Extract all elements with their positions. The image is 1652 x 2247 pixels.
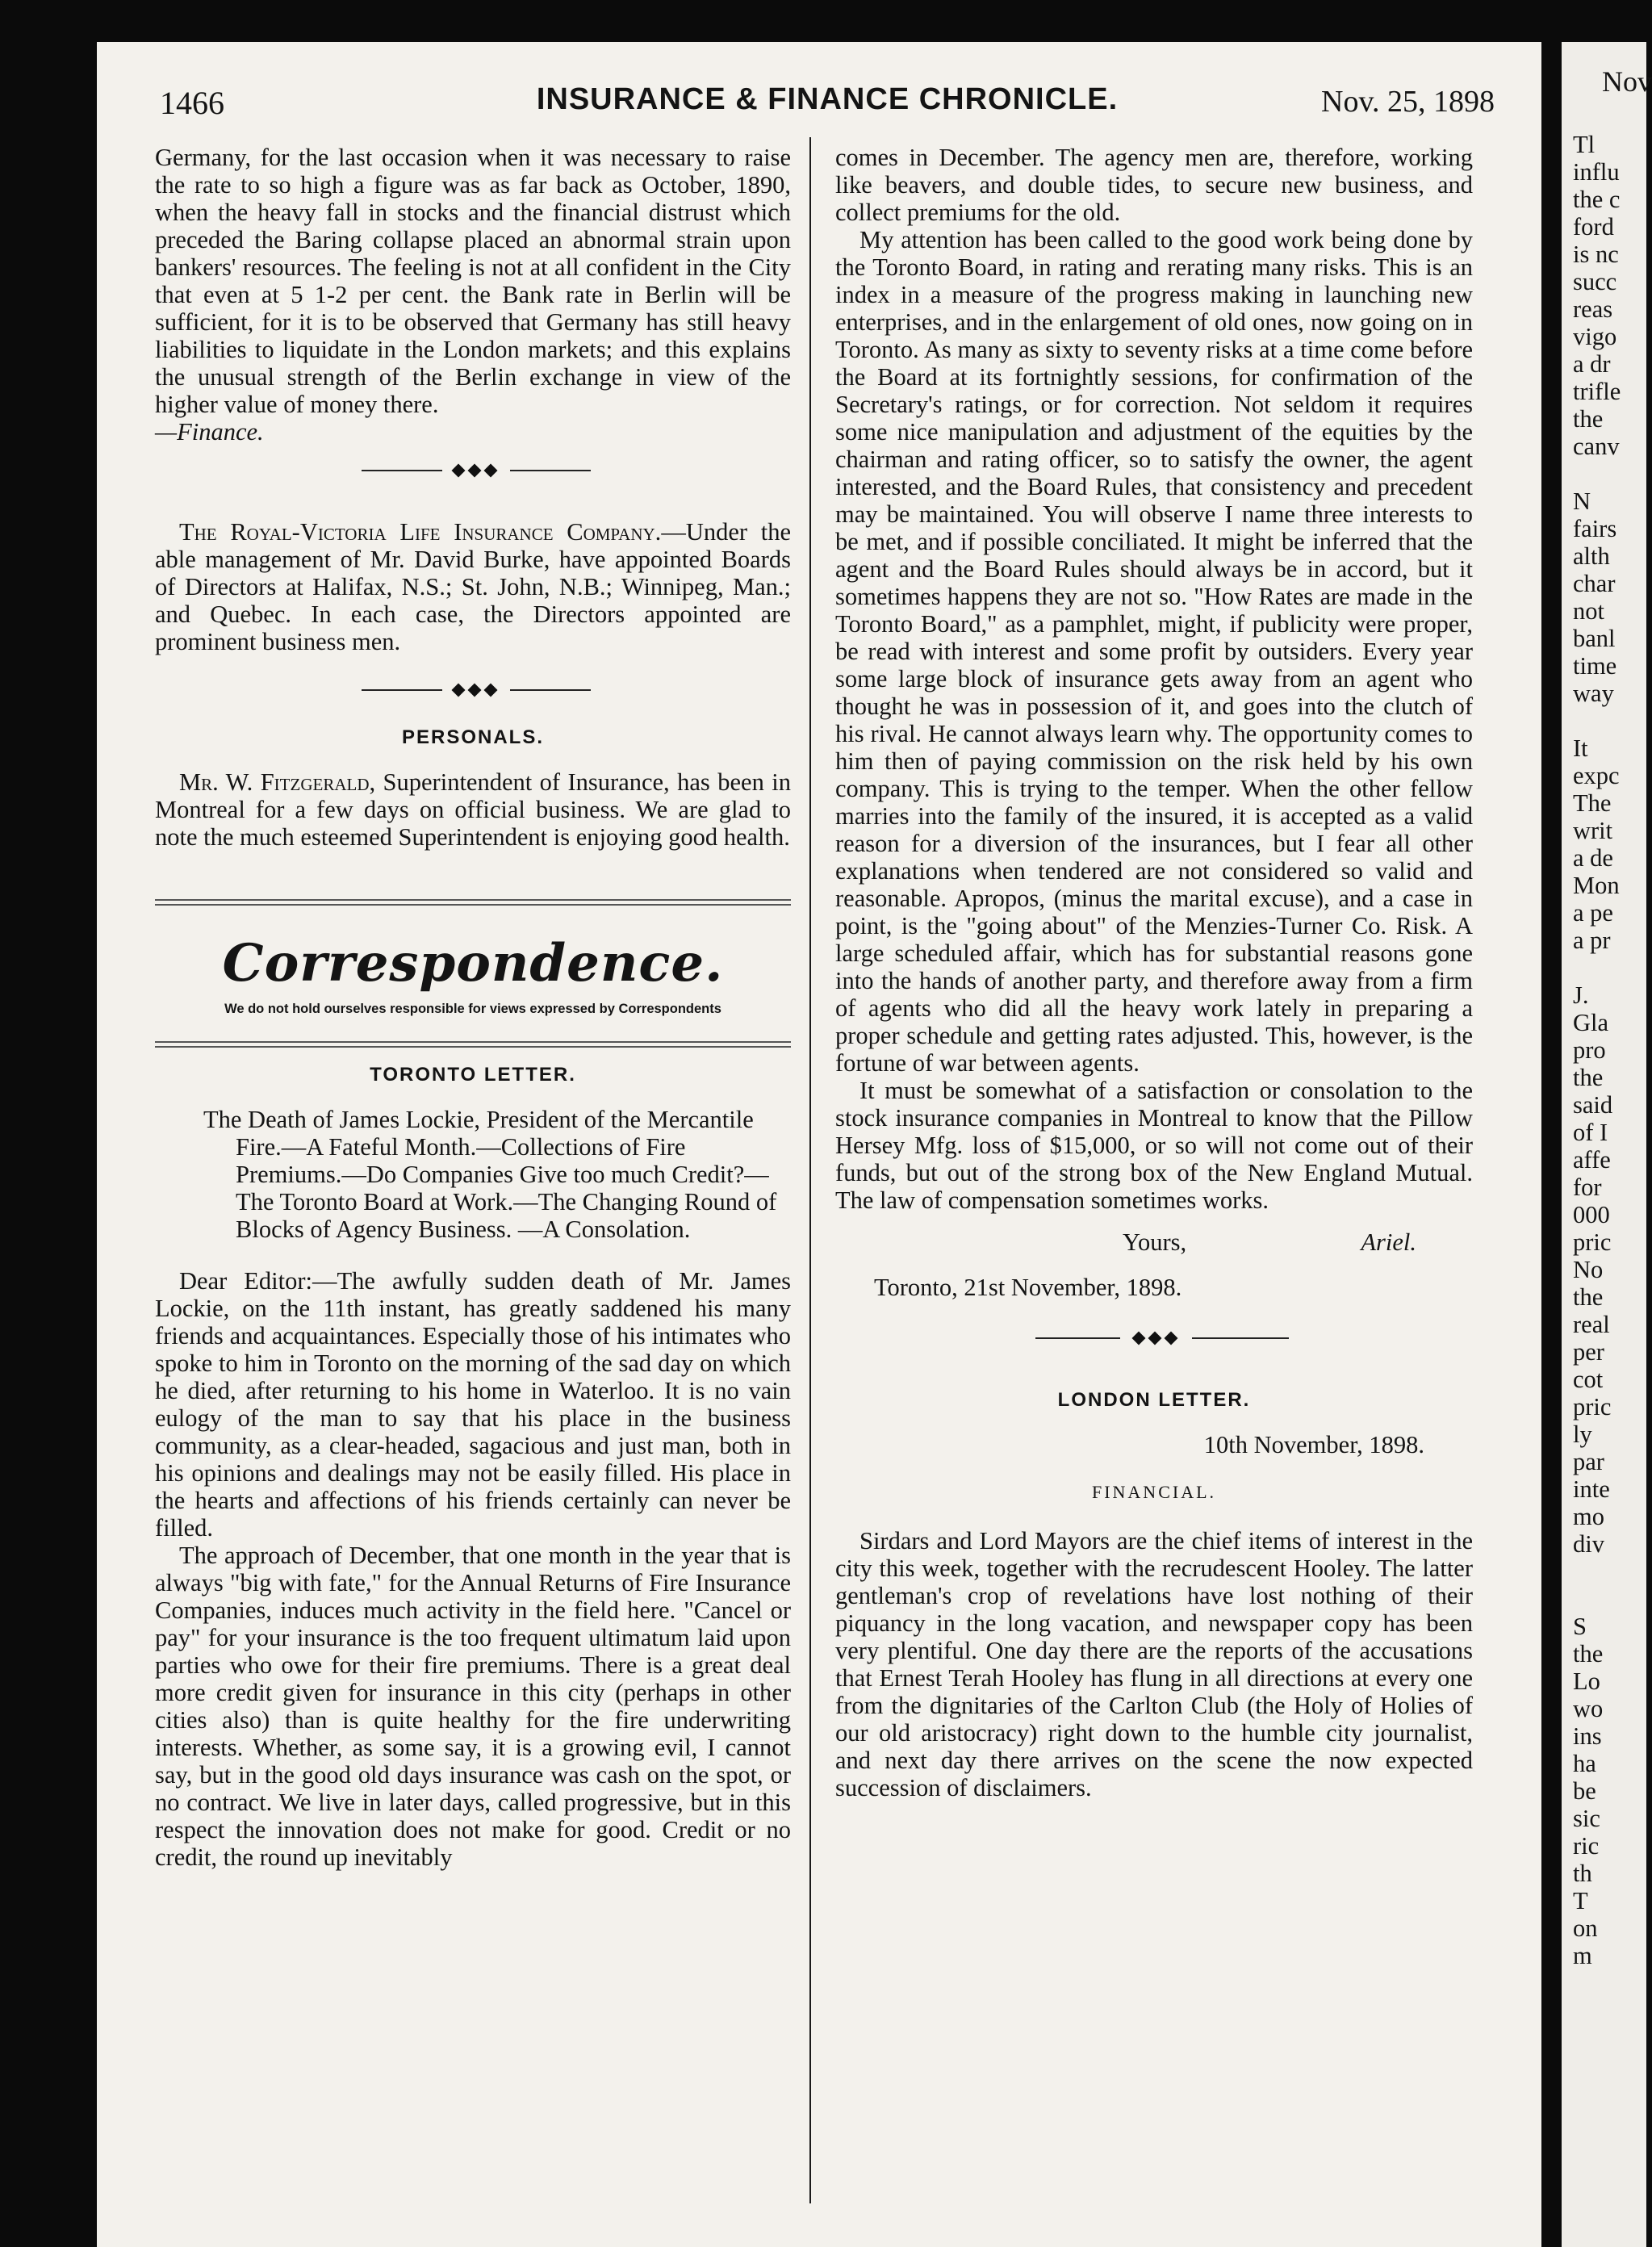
adjacent-page-line: J.	[1573, 981, 1589, 1009]
adjacent-page-line: said	[1573, 1091, 1613, 1119]
page-header	[160, 76, 1495, 128]
letter-place-date: Toronto, 21st November, 1898.	[874, 1274, 1182, 1301]
adjacent-page-line	[1562, 954, 1646, 981]
adjacent-page-line: th	[1573, 1860, 1592, 1887]
adjacent-page-line	[1562, 1585, 1646, 1613]
adjacent-page-text	[1562, 131, 1646, 1969]
personal-item	[155, 768, 791, 851]
left-column	[155, 144, 791, 1871]
adjacent-page-line: a pe	[1573, 899, 1613, 927]
adjacent-page-line: not	[1573, 597, 1604, 625]
london-letter-heading: LONDON LETTER.	[1057, 1389, 1251, 1411]
adjacent-page-line	[1562, 460, 1646, 487]
section-rule	[155, 899, 791, 906]
adjacent-page-line: cot	[1573, 1366, 1604, 1393]
adjacent-page-line: The	[1573, 789, 1612, 817]
adjacent-page-line: the	[1573, 405, 1604, 433]
adjacent-page-line: T	[1573, 1887, 1588, 1914]
financial-subheading: FINANCIAL.	[1091, 1482, 1217, 1502]
adjacent-page-line: char	[1573, 570, 1616, 597]
adjacent-page-line: real	[1573, 1311, 1610, 1338]
adjacent-page-line	[1562, 1558, 1646, 1585]
consolation-paragraph: It must be somewhat of a satisfaction or consolation to the stock insurance companies in Montreal to know that the Pillow Hersey Mfg. loss of $15,000, or so will not come out of their funds, but out of the strong box of the New England Mutual. The law of compensation sometimes works.	[835, 1077, 1473, 1214]
adjacent-page-line: a pr	[1573, 927, 1611, 954]
ornament-divider	[835, 1318, 1473, 1358]
adjacent-page-line: Mon	[1573, 872, 1620, 899]
signoff-author: Ariel.	[1361, 1228, 1416, 1256]
adjacent-page-line: succ	[1573, 268, 1617, 295]
london-letter-paragraph: Sirdars and Lord Mayors are the chief items of interest in the city this week, together with the recrudescent Hooley. The latter gentleman's crop of revelations have lost nothing of their piquancy in the long vacation, and newspaper copy has been very plentiful. One day there are the reports of the accusations that Ernest Terah Hooley has flung in all directions at every one from the dignitaries of the Carlton Club (the Holy of Holies of our old aristocracy) right down to the humble city journalist, and next day there arrives on the scene the now expected succession of disclaimers.	[835, 1527, 1473, 1801]
adjacent-page-line: fairs	[1573, 515, 1617, 542]
adjacent-page-line: be	[1573, 1777, 1596, 1805]
adjacent-page-line: sic	[1573, 1805, 1600, 1832]
adjacent-page-line: the	[1573, 1283, 1604, 1311]
toronto-letter-paragraph: The approach of December, that one month in the year that is always "big with fate," for the Annual Returns of Fire Insurance Companies, induces much activity in the field here. "Cancel or pay" for your insurance is the too frequent ultimatum laid upon parties who owe for their fire premiums. There is a great deal more credit given for insurance in this city (perhaps in other cities also) than is quite healthy for the fire underwriting interests. Whether, as some say, it is a growing evil, I cannot say, but in the good old days insurance was cash on the spot, or no contract. We live in later days, called progressive, but in this respect the innovation does not make for good. Credit or no credit, the round up inevitably	[155, 1542, 791, 1871]
adjacent-page-line: for	[1573, 1174, 1602, 1201]
adjacent-page-line: div	[1573, 1530, 1604, 1558]
adjacent-page-line: pro	[1573, 1036, 1606, 1064]
adjacent-page-line: the c	[1573, 186, 1621, 213]
adjacent-page-line: Gla	[1573, 1009, 1609, 1036]
adjacent-page-line: wo	[1573, 1695, 1604, 1722]
germany-article-text: Germany, for the last occasion when it was necessary to raise the rate to so high a figure was as far back as October, 1890, when the heavy fall in stocks and the financial distrust which preceded the Baring collapse placed an abnormal strain upon bankers' resources. The feeling is not at all confident in the City that even at 5 1-2 per cent. the Bank rate in Berlin will be sufficient, for it is to be observed that Germany has still heavy liabilities to liquidate in the London markets; and this explains the unusual strength of the Berlin exchange in view of the higher value of money there.	[155, 144, 791, 418]
royal-victoria-text: —Under the able management of Mr. David Burke, have appointed Boards of Directors at Halifax, N.S.; St. John, N.B.; Winnipeg, Man.; and Quebec. In each case, the Directors appointed are prominent business men.	[155, 518, 792, 655]
adjacent-page-line: inte	[1573, 1475, 1610, 1503]
royal-victoria-article	[155, 518, 791, 655]
germany-article-source: —Finance.	[155, 418, 264, 446]
adjacent-page-line: on	[1573, 1914, 1598, 1942]
adjacent-page-line: pric	[1573, 1228, 1612, 1256]
adjacent-page-line: par	[1573, 1448, 1604, 1475]
ornament-divider	[155, 450, 791, 491]
adjacent-page-line: a de	[1573, 844, 1613, 872]
adjacent-page-line: vigo	[1573, 323, 1617, 350]
adjacent-page-line: of I	[1573, 1119, 1608, 1146]
adjacent-page-line	[1562, 707, 1646, 734]
adjacent-page-line: way	[1573, 680, 1614, 707]
london-letter-date: 10th November, 1898.	[1203, 1431, 1424, 1458]
personal-name: Mr. W. Fitzgerald,	[179, 768, 376, 796]
toronto-letter-summary: The Death of James Lockie, President of the Mercantile Fire.—A Fateful Month.—Collections of Fire Premiums.—Do Companies Give too much Credit?—The Toronto Board at Work.—The Changing Round of Blocks of Agency Business. —A Consolation.	[203, 1106, 777, 1243]
adjacent-page-line: Lo	[1573, 1667, 1600, 1695]
adjacent-page-line: 000	[1573, 1201, 1610, 1228]
adjacent-page-line: N	[1573, 487, 1591, 515]
adjacent-page-line: the	[1573, 1064, 1604, 1091]
adjacent-page-line: ha	[1573, 1750, 1596, 1777]
adjacent-page-line: a dr	[1573, 350, 1611, 378]
adjacent-page-line: banl	[1573, 625, 1616, 652]
personals-heading: PERSONALS.	[401, 726, 545, 748]
adjacent-page-line: is nc	[1573, 241, 1619, 268]
page-gutter	[1541, 0, 1562, 2247]
adjacent-page-header: Nov	[1602, 65, 1652, 98]
adjacent-page-line: canv	[1573, 433, 1620, 460]
adjacent-page-line: It	[1573, 734, 1588, 762]
adjacent-page-line: m	[1573, 1942, 1592, 1969]
royal-victoria-heading: The Royal-Victoria Life Insurance Company.	[179, 518, 662, 546]
adjacent-page-line: influ	[1573, 158, 1620, 186]
toronto-letter-paragraph: Dear Editor:—The awfully sudden death of Mr. James Lockie, on the 11th instant, has greatly saddened his many friends and acquaintances. Especially those of his intimates who spoke to him in Toronto on the morning of the sad day on which he died, after returning to his home in Waterloo. It is no vain eulogy of the man to say that his place in the business community, as a clear-headed, sagacious and just man, both in his opinions and dealings may not be easily filled. His place in the hearts and affections of his friends certainly can never be filled.	[155, 1267, 791, 1542]
section-rule	[155, 1041, 791, 1048]
adjacent-page-line: expc	[1573, 762, 1620, 789]
adjacent-page-line: per	[1573, 1338, 1604, 1366]
toronto-letter-heading: TORONTO LETTER.	[370, 1064, 576, 1086]
issue-date: Nov. 25, 1898	[1321, 85, 1495, 119]
adjacent-page-edge	[1562, 42, 1652, 2247]
toronto-letter-continued: comes in December. The agency men are, therefore, working like beavers, and double tides, to secure new business, and collect premiums for the old.	[835, 144, 1473, 226]
personal-text: Superintendent of Insurance, has been in Montreal for a few days on official business. We are glad to note the much esteemed Superintendent is enjoying good health.	[155, 768, 791, 851]
adjacent-page-line: No	[1573, 1256, 1604, 1283]
adjacent-page-line: ins	[1573, 1722, 1602, 1750]
letter-signoff	[835, 1224, 1473, 1262]
toronto-board-paragraph: My attention has been called to the good work being done by the Toronto Board, in rating and rerating many risks. This is an index in a measure of the progress making in launching new enterprises, and in the enlargement of old ones, now going on in Toronto. As many as sixty to seventy risks at a time come before the Board at its fortnightly sessions, for confirmation of the Secretary's ratings, or for correction. Not seldom it requires some nice manipulation and adjustment of the equities by the chairman and rating officer, so to satisfy the owner, the agent interested, and the Board Rules, that consistency and precedent may be maintained. You will observe I name three interests to be met, and if possible conciliated. It might be inferred that the agent and the Board Rules should always be in accord, but it sometimes happens they are not so. "How Rates are made in the Toronto Board," as a pamphlet, might, if publicity were proper, be read with interest and some profit by outsiders. Every year some large block of insurance gets away from an agent who thought he was in possession of it, and goes into the clutch of his rival. He cannot always learn why. The opportunity comes to him then of paying commission on the risk held by his own company. This is trying to the temper. When the other fellow marries into the family of the insured, it is accepted as a valid reason for a diversion of the insurances, but I fear all other explanations when tendered are not considered so valid and reasonable. Apropos, (minus the marital excuse), and a case in point, is the "going about" of the Menzies-Turner Co. Risk. A large scheduled affair, which has for substantial reasons gone into the hands of another party, and therefore away from a firm of agents who did all the heavy work lately in preparing a proper schedule and getting rates adjusted. This, however, is the fortune of war between agents.	[835, 226, 1473, 1077]
publication-title: INSURANCE & FINANCE CHRONICLE.	[536, 82, 1119, 116]
column-divider	[809, 137, 811, 2203]
adjacent-page-line: affe	[1573, 1146, 1611, 1174]
adjacent-page-line: ford	[1573, 213, 1614, 241]
signoff-yours: Yours,	[1123, 1228, 1187, 1256]
adjacent-page-line: pric	[1573, 1393, 1612, 1421]
newspaper-page	[97, 42, 1541, 2247]
adjacent-page-line: alth	[1573, 542, 1610, 570]
correspondence-disclaimer: We do not hold ourselves responsible for views expressed by Correspondents	[224, 1002, 721, 1016]
adjacent-page-line: S	[1573, 1613, 1587, 1640]
adjacent-page-line: writ	[1573, 817, 1613, 844]
adjacent-page-line: Tl	[1573, 131, 1596, 158]
page-number: 1466	[160, 85, 224, 121]
ornament-divider	[155, 670, 791, 710]
adjacent-page-line: ly	[1573, 1421, 1592, 1448]
adjacent-page-line: trifle	[1573, 378, 1621, 405]
right-column	[835, 144, 1473, 1801]
adjacent-page-line: mo	[1573, 1503, 1604, 1530]
correspondence-title: Correspondence.	[222, 933, 724, 994]
adjacent-page-line: the	[1573, 1640, 1604, 1667]
adjacent-page-line: ric	[1573, 1832, 1600, 1860]
adjacent-page-line: time	[1573, 652, 1617, 680]
adjacent-page-line: reas	[1573, 295, 1613, 323]
